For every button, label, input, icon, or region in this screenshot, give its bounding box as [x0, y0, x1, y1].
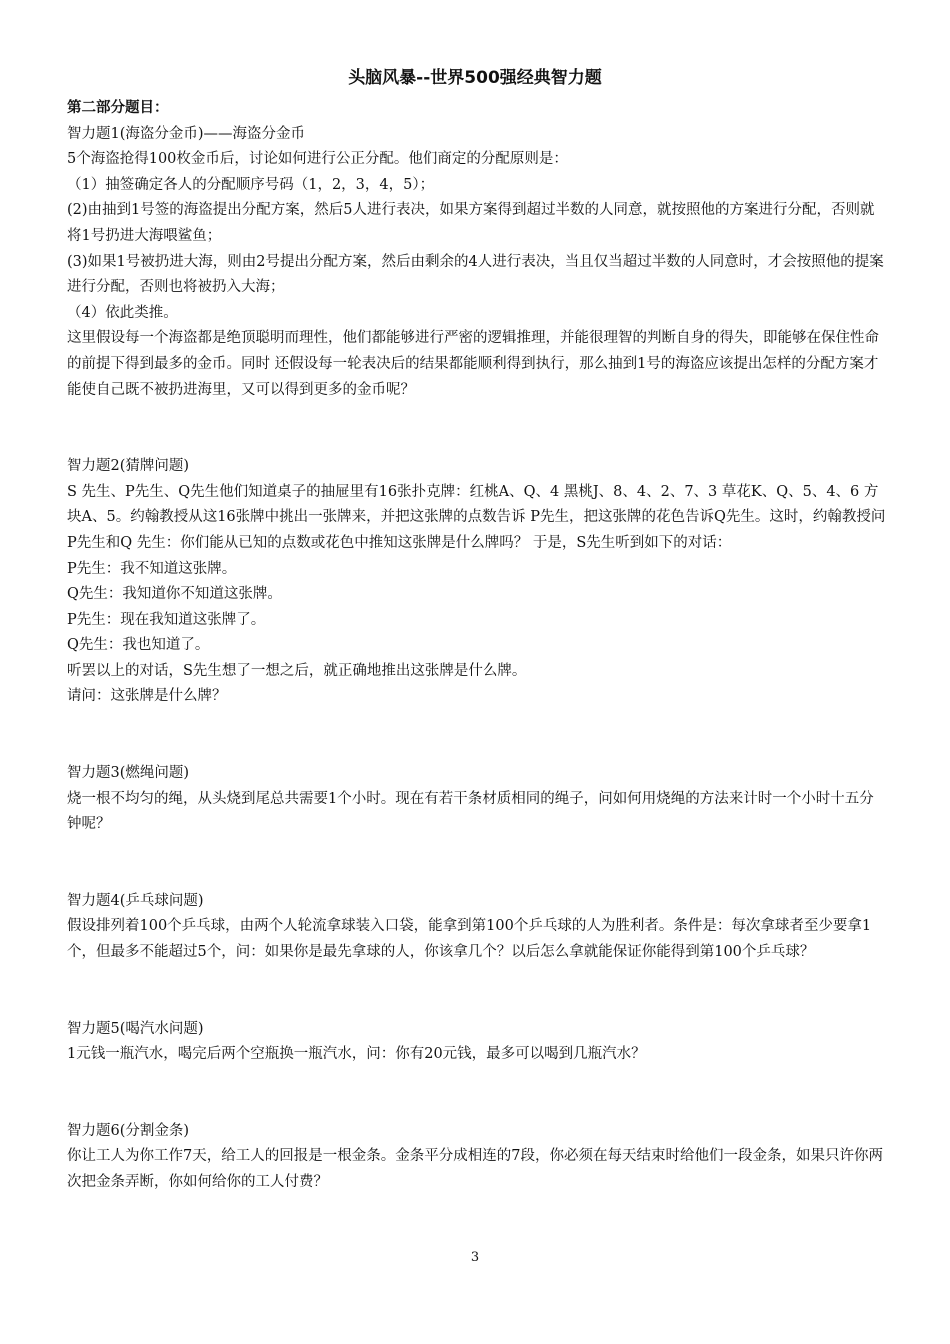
- puzzle-5-heading: 智力题5(喝汽水问题): [67, 1020, 204, 1037]
- puzzle-2-heading: 智力题2(猜牌问题): [67, 458, 190, 475]
- document-title: 头脑风暴--世界500强经典智力题: [348, 68, 602, 88]
- section-gap: [67, 403, 887, 454]
- puzzle-1-paragraph: （1）抽签确定各人的分配顺序号码（1，2，3，4，5）；: [67, 176, 435, 193]
- section-gap: [67, 966, 887, 1017]
- puzzle-5-paragraph: 1元钱一瓶汽水，喝完后两个空瓶换一瓶汽水，问：你有20元钱，最多可以喝到几瓶汽水？: [67, 1046, 646, 1063]
- section-gap: [67, 710, 887, 761]
- puzzle-2-paragraph: Q先生：我也知道了。: [67, 637, 210, 654]
- puzzle-1-paragraph: (3)如果1号被扔进大海，则由2号提出分配方案，然后由剩余的4人进行表决，当且仅当超过半数的人同意时，才会按照他的提案进行分配，否则也将被扔入大海；: [67, 253, 884, 296]
- section-heading: 第二部分题目：: [67, 100, 169, 116]
- puzzle-2-paragraph: 请问：这张牌是什么牌？: [67, 688, 227, 705]
- puzzle-1-heading: 智力题1(海盗分金币)——海盗分金币: [67, 125, 306, 142]
- puzzle-1-paragraph: 5个海盗抢得100枚金币后，讨论如何进行公正分配。他们商定的分配原则是：: [67, 151, 568, 168]
- puzzle-4-paragraph: 假设排列着100个乒乓球，由两个人轮流拿球装入口袋，能拿到第100个乒乓球的人为胜利者。条件是：每次拿球者至少要拿1个，但最多不能超过5个，问：如果你是最先拿球的人，你该拿几个？以后怎么拿就能保证你能得到第100个乒乓球？: [67, 918, 872, 961]
- puzzle-3-paragraph: 烧一根不均匀的绳，从头烧到尾总共需要1个小时。现在有若干条材质相同的绳子，问如何用烧绳的方法来计时一个小时十五分钟呢？: [67, 790, 874, 833]
- puzzle-6-heading: 智力题6(分割金条): [67, 1122, 190, 1139]
- puzzle-2-paragraph: Q先生：我知道你不知道这张牌。: [67, 586, 282, 603]
- puzzle-4-heading: 智力题4(乒乓球问题): [67, 892, 204, 909]
- page-number: 3: [470, 1250, 480, 1265]
- puzzle-1-paragraph: 这里假设每一个海盗都是绝顶聪明而理性，他们都能够进行严密的逻辑推理，并能很理智的判断自身的得失，即能够在保住性命的前提下得到最多的金币。同时 还假设每一轮表决后的结果都能顺利得到执行，那么抽到1号的海盗应该提出怎样的分配方案才能使自己既不被扔进海里，又可以得到更多的金币呢？: [67, 330, 879, 398]
- section-gap: [67, 1068, 887, 1119]
- puzzle-3-heading: 智力题3(燃绳问题): [67, 765, 190, 782]
- puzzle-2-paragraph: P先生：现在我知道这张牌了。: [67, 611, 266, 628]
- puzzle-1-paragraph: （4）依此类推。: [67, 304, 178, 321]
- puzzle-2-paragraph: 听罢以上的对话，S先生想了一想之后，就正确地推出这张牌是什么牌。: [67, 662, 527, 679]
- puzzle-2-paragraph: P先生：我不知道这张牌。: [67, 560, 237, 577]
- puzzle-2-paragraph: S 先生、P先生、Q先生他们知道桌子的抽屉里有16张扑克牌：红桃A、Q、4 黑桃J、8、4、2、7、3 草花K、Q、5、4、6 方块A、5。约翰教授从这16张牌中挑出一张牌来，并把这张牌的点数告诉 P先生，把这张牌的花色告诉Q先生。这时，约翰教授问P先生和Q 先生：你们能从已知的点数或花色中推知这张牌是什么牌吗？ 于是，S先生听到如下的对话：: [67, 483, 886, 551]
- document-body: [67, 96, 887, 1196]
- puzzle-6-paragraph: 你让工人为你工作7天，给工人的回报是一根金条。金条平分成相连的7段，你必须在每天结束时给他们一段金条，如果只许你两次把金条弄断，你如何给你的工人付费？: [67, 1148, 883, 1190]
- section-gap: [67, 838, 887, 889]
- puzzle-1-paragraph: (2)由抽到1号签的海盗提出分配方案，然后5人进行表决，如果方案得到超过半数的人同意，就按照他的方案进行分配，否则就将1号扔进大海喂鲨鱼；: [67, 202, 875, 244]
